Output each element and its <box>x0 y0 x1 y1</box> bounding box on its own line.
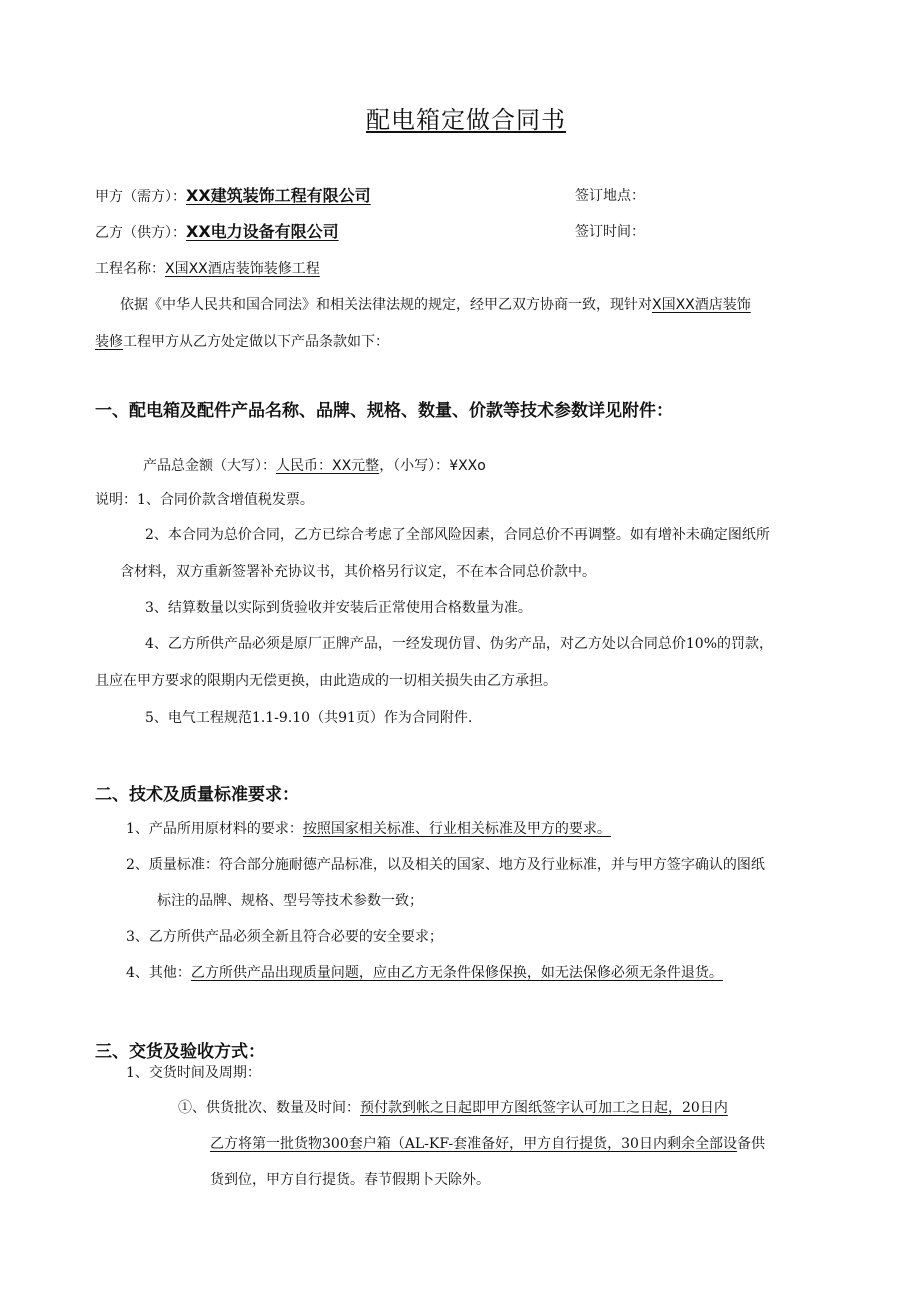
sign-time-label: 签订时间： <box>575 224 645 240</box>
note-item-4a: 4、乙方所供产品必须是原厂正牌产品，一经发现仿冒、伪劣产品，对乙方处以合同总价10%的罚款， <box>145 636 774 652</box>
tech-item-1 <box>126 818 611 838</box>
project-line <box>95 258 320 278</box>
intro-text-1: 依据《中华人民共和国合同法》和相关法律法规的规定，经甲乙双方协商一致，现针对 <box>120 297 652 313</box>
party-b-name: XX电力设备有限公司 <box>186 222 339 241</box>
delivery-sub-1-line-2 <box>210 1133 765 1153</box>
note-line-1 <box>95 489 314 509</box>
project-label: 工程名称： <box>95 261 165 277</box>
total-amount-line <box>143 455 486 475</box>
total-small-value: ¥XXo <box>449 458 486 474</box>
note-label: 说明： <box>95 492 137 508</box>
project-name: X国XX酒店装饰装修工程 <box>165 261 320 277</box>
tech-item-4 <box>126 962 723 982</box>
intro-line-1 <box>120 294 751 314</box>
total-amount-label: 产品总金额（大写）： <box>143 458 276 474</box>
delivery-sub-1-label: ①、供货批次、数量及时间： <box>178 1100 360 1116</box>
intro-text-2: 工程甲方从乙方处定做以下产品条款如下： <box>123 334 389 350</box>
note-item-1: 1、合同价款含增值税发票。 <box>137 492 314 508</box>
note-item-3: 3、结算数量以实际到货验收并安装后正常使用合格数量为准。 <box>145 600 532 616</box>
tech-item-4-label: 4、其他： <box>126 965 191 981</box>
party-a-label: 甲方（需方）： <box>95 189 186 205</box>
delivery-sub-1-value: 预付款到帐之日起即甲方图纸签字认可加工之日起，20日内 <box>360 1100 728 1116</box>
note-item-4b: 且应在甲方要求的限期内无偿更换，由此造成的一切相关损失由乙方承担。 <box>95 673 557 689</box>
intro-line-2 <box>95 331 389 351</box>
section-1-heading: 一、配电箱及配件产品名称、品牌、规格、数量、价款等技术参数详见附件： <box>95 401 673 421</box>
intro-project-ref: X国XX酒店装饰 <box>652 297 751 313</box>
note-item-5: 5、电气工程规范1.1-9.10（共91页）作为合同附件. <box>145 710 473 726</box>
page-title: 配电箱定做合同书 <box>366 106 566 134</box>
tech-item-2b: 标注的品牌、规格、型号等技术参数一致； <box>157 893 423 909</box>
tech-item-1-value: 按照国家相关标准、行业相关标准及甲方的要求。 <box>302 821 611 837</box>
tech-item-1-label: 1、产品所用原材料的要求： <box>126 821 303 837</box>
section-2-heading: 二、技术及质量标准要求： <box>95 785 299 805</box>
party-b-label: 乙方（供方）： <box>95 225 186 241</box>
party-a-line <box>95 183 371 206</box>
sign-place-label: 签订地点： <box>575 188 645 204</box>
party-a-name: XX建筑装饰工程有限公司 <box>186 186 371 205</box>
tech-item-4-value: 乙方所供产品出现质量问题，应由乙方无条件保修保换，如无法保修必须无条件退货。 <box>190 965 723 981</box>
total-small-label: ，（小写）： <box>379 458 450 474</box>
note-item-2a: 2、本合同为总价合同，乙方已综合考虑了全部风险因素，合同总价不再调整。如有增补未确定图纸所 <box>145 527 770 543</box>
delivery-sub-1 <box>178 1097 728 1117</box>
total-amount-value: 人民币：XX元整 <box>276 458 380 474</box>
delivery-sub-1-line-2-ul: 乙方将第一批货物300套户箱（AL-KF-套准备好，甲方自行提货，30日内剩余全部设 <box>210 1136 737 1152</box>
section-3-heading: 三、交货及验收方式： <box>95 1042 265 1062</box>
intro-project-ref-cont: 装修 <box>95 334 123 350</box>
delivery-sub-1-line-3: 货到位，甲方自行提货。春节假期卜天除外。 <box>210 1172 490 1188</box>
delivery-sub-1-line-2-tail: 备供 <box>736 1136 765 1152</box>
tech-item-3: 3、乙方所供产品必须全新且符合必要的安全要求； <box>126 929 443 945</box>
tech-item-2a: 2、质量标准：符合部分施耐德产品标准，以及相关的国家、地方及行业标准，并与甲方签字确认的图纸 <box>126 857 765 873</box>
delivery-item-1: 1、交货时间及周期： <box>126 1065 261 1081</box>
note-item-2b: 含材料，双方重新签署补充协议书，其价格另行议定，不在本合同总价款中。 <box>120 564 596 580</box>
party-b-line <box>95 219 339 242</box>
